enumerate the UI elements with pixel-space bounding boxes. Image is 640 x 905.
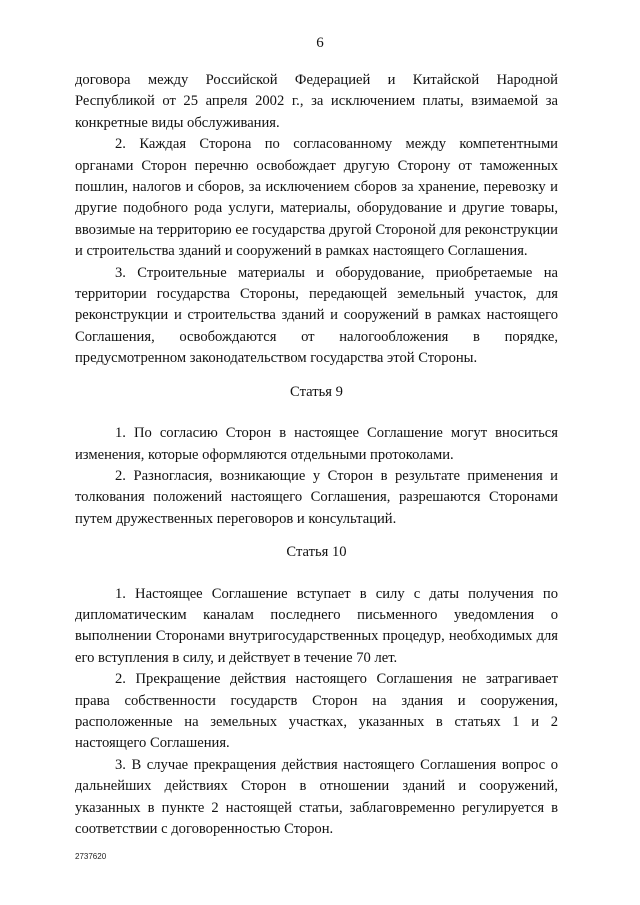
page-number: 6 [316, 35, 324, 51]
article-10-paragraph-2: 2. Прекращение действия настоящего Соглашения не затрагивает права собственности государств Сторон на здания и сооружения, расположенные на земельных участках, указанных в статьях 1 и 2 настоящего Соглашения. [75, 671, 558, 752]
document-code: 2737620 [75, 852, 107, 861]
article-9-paragraph-2: 2. Разногласия, возникающие у Сторон в результате применения и толкования положений настоящего Соглашения, разрешаются Сторонами путем дружественных переговоров и консультаций. [75, 467, 558, 527]
article-9-heading: Статья 9 [290, 383, 343, 400]
paragraph-item-2: 2. Каждая Сторона по согласованному между компетентными органами Сторон перечню освобождает другую Сторону от таможенных пошлин, налогов и сборов, за исключением сборов за хранение, перевозку и другие подобного рода услуги, материалы, оборудование и другие товары, ввозимые на территорию ее государства другой Стороной для реконструкции и строительства зданий и сооружений в рамках настоящего Соглашения. [75, 136, 558, 260]
article-10-heading: Статья 10 [286, 544, 347, 561]
document-body [75, 70, 558, 840]
paragraph-item-3: 3. Строительные материалы и оборудование, приобретаемые на территории государства Стороны, передающей земельный участок, для реконструкции и строительства зданий и сооружений в рамках настоящего Соглашения, освобождаются от налогообложения в порядке, предусмотренном законодательством государства этой Стороны. [75, 264, 558, 367]
article-10-paragraph-1: 1. Настоящее Соглашение вступает в силу с даты получения по дипломатическим каналам последнего письменного уведомления о выполнении Сторонами внутригосударственных процедур, необходимых для его вступления в силу, и действует в течение 70 лет. [75, 585, 558, 666]
paragraph-continuation: договора между Российской Федерацией и Китайской Народной Республикой от 25 апреля 2002 г., за исключением платы, взимаемой за конкретные виды обслуживания. [75, 72, 558, 131]
article-10-paragraph-3: 3. В случае прекращения действия настоящего Соглашения вопрос о дальнейших действиях Сторон в отношении зданий и сооружений, указанных в пункте 2 настоящей статьи, заблаговременно регулируется в соответствии с договоренностью Сторон. [75, 756, 558, 837]
article-9-paragraph-1: 1. По согласию Сторон в настоящее Соглашение могут вноситься изменения, которые оформляются отдельными протоколами. [75, 425, 558, 463]
